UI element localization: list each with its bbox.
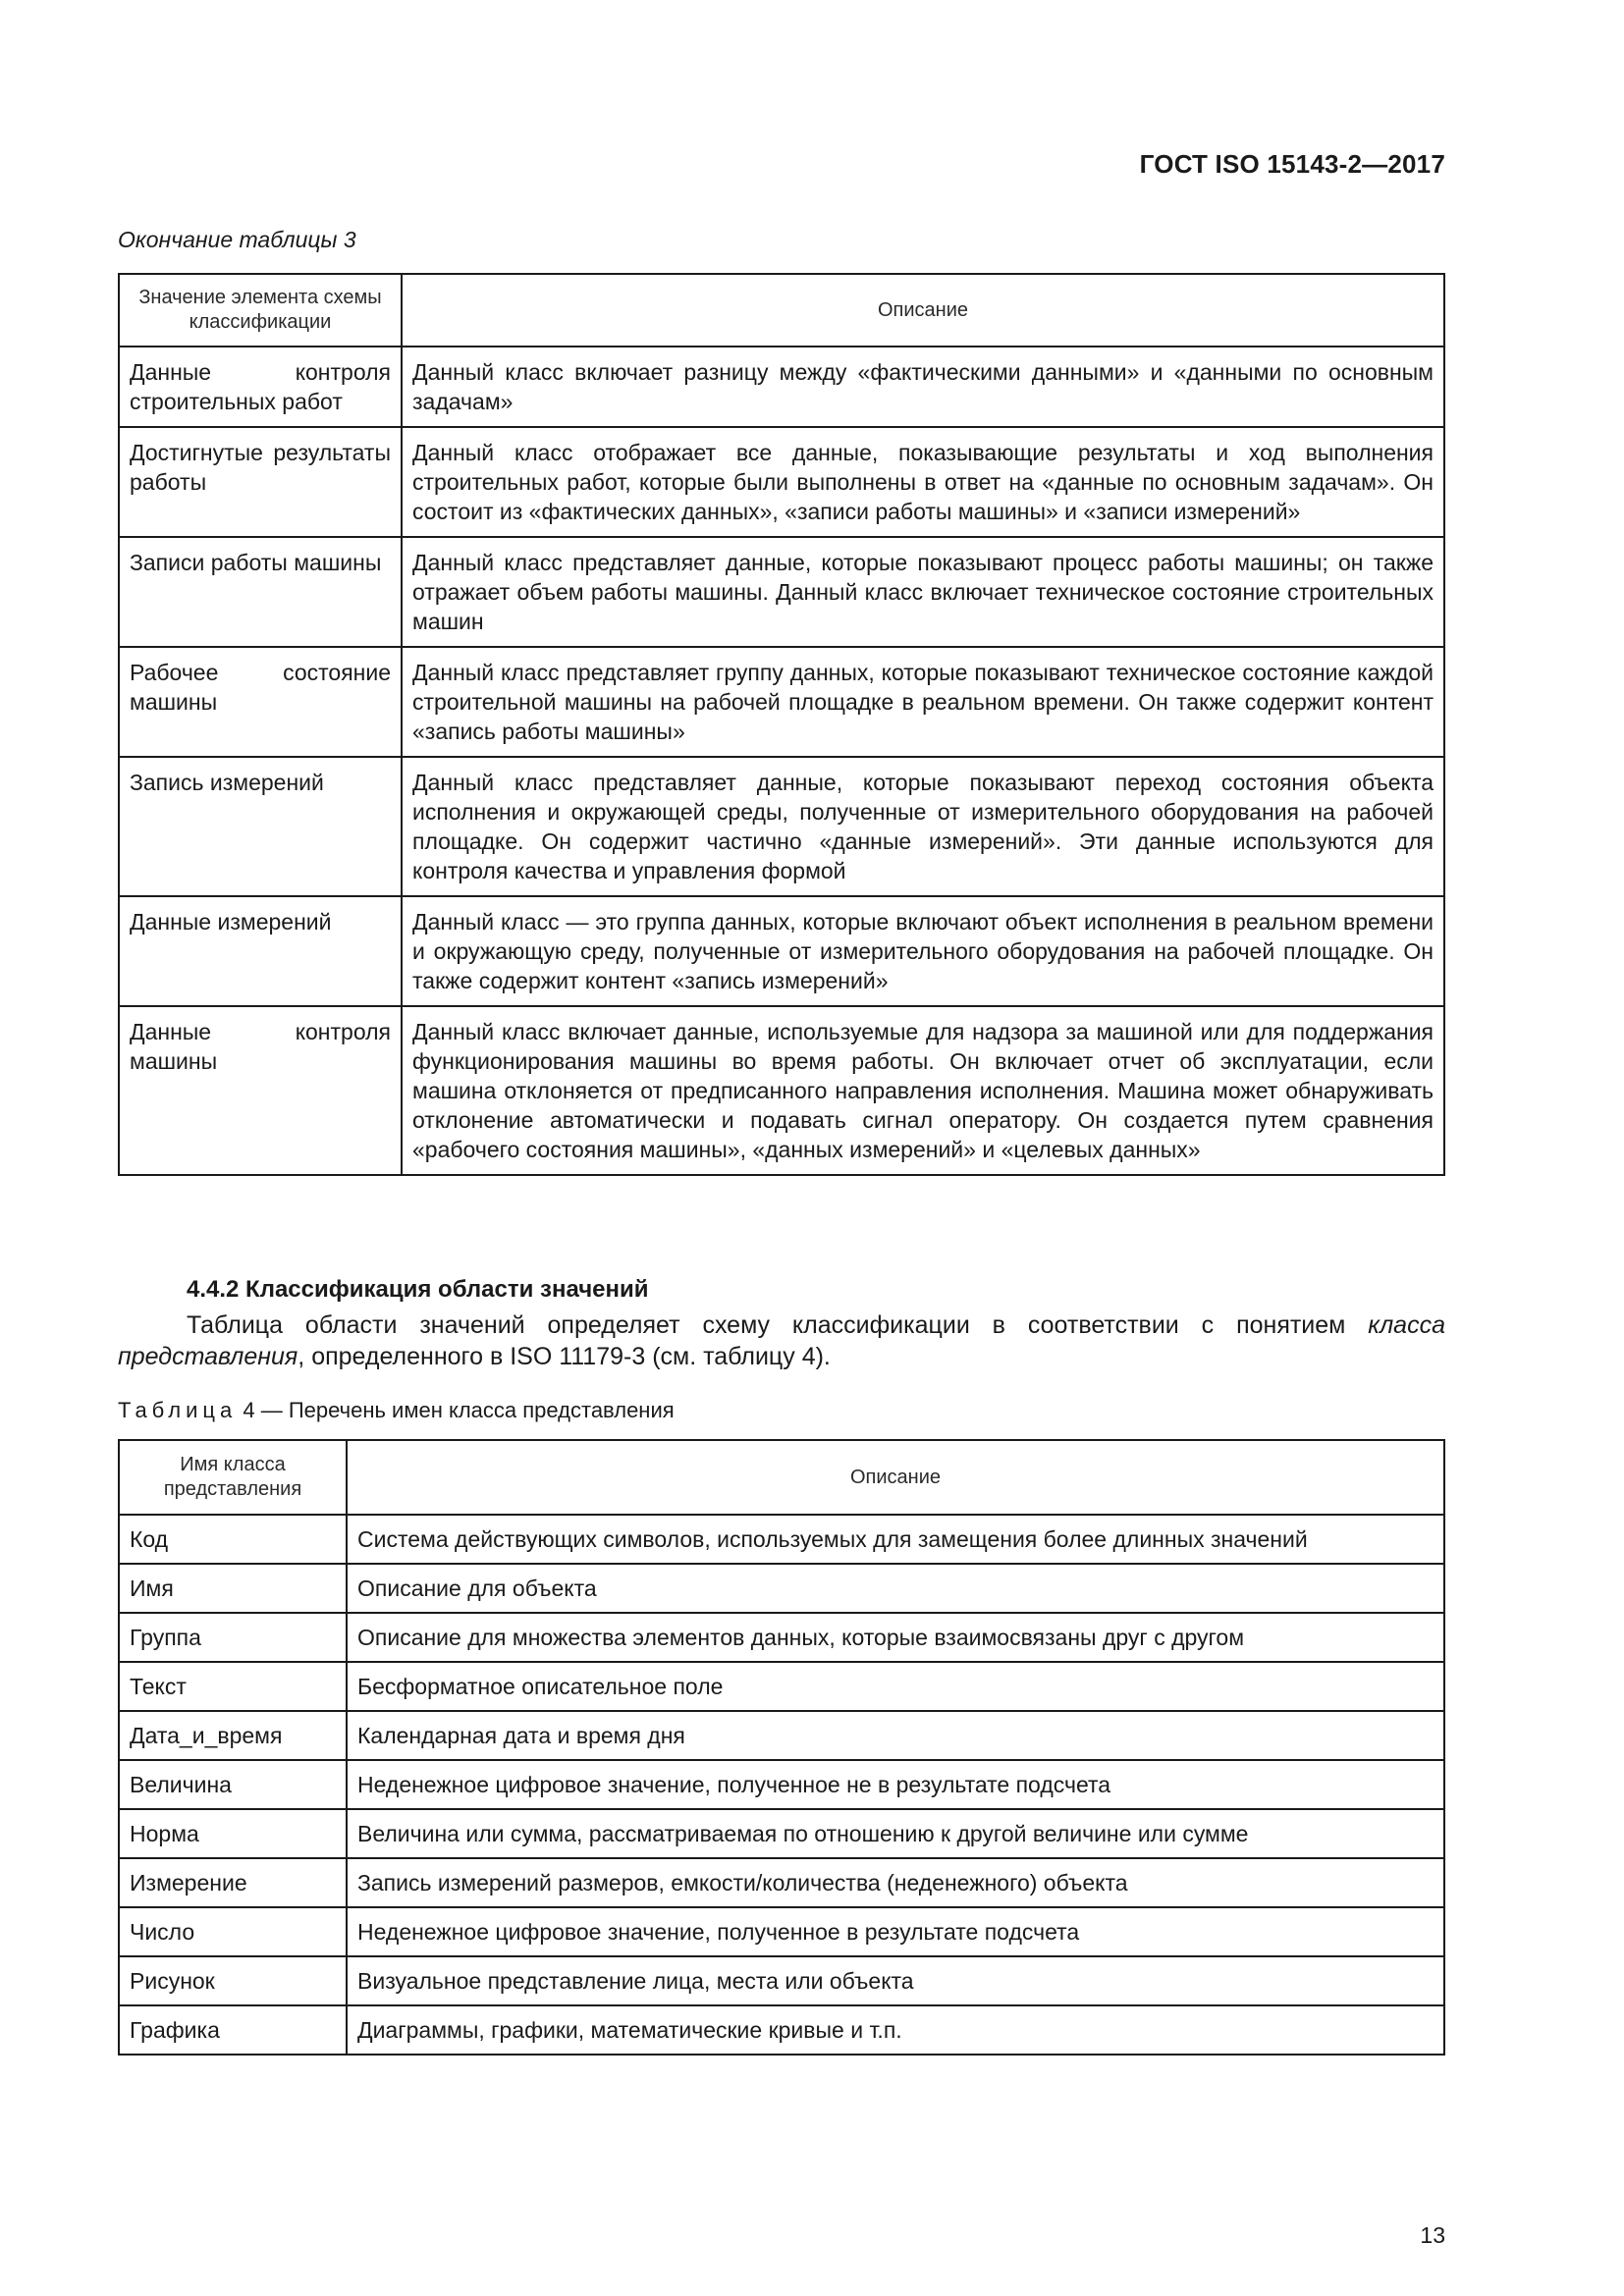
table-row xyxy=(119,1564,1444,1613)
class-name-cell: Текст xyxy=(119,1662,347,1711)
table-row xyxy=(119,1907,1444,1956)
element-value-cell: Данные контроля строительных работ xyxy=(119,347,402,427)
class-name-cell: Величина xyxy=(119,1760,347,1809)
table-row xyxy=(119,1760,1444,1809)
table-header-row xyxy=(119,274,1444,347)
description-cell: Система действующих символов, используемых для замещения более длинных значений xyxy=(347,1515,1444,1564)
description-cell: Описание для множества элементов данных, которые взаимосвязаны друг с другом xyxy=(347,1613,1444,1662)
paragraph-text-end: , определенного в ISO 11179-3 (см. таблицу 4). xyxy=(298,1343,831,1370)
description-cell: Календарная дата и время дня xyxy=(347,1711,1444,1760)
element-value-cell: Запись измерений xyxy=(119,757,402,896)
table-row xyxy=(119,1711,1444,1760)
description-cell: Данный класс представляет группу данных, которые показывают техническое состояние каждой строительной машины на рабочей площадке в реальном времени. Он также содержит контент «запись работы машины» xyxy=(402,647,1444,757)
table-row xyxy=(119,1515,1444,1564)
class-name-cell: Дата_и_время xyxy=(119,1711,347,1760)
description-cell: Неденежное цифровое значение, полученное не в результате подсчета xyxy=(347,1760,1444,1809)
class-name-cell: Код xyxy=(119,1515,347,1564)
element-value-cell: Данные измерений xyxy=(119,896,402,1006)
description-cell: Диаграммы, графики, математические кривые и т.п. xyxy=(347,2005,1444,2055)
class-name-cell: Измерение xyxy=(119,1858,347,1907)
description-cell: Бесформатное описательное поле xyxy=(347,1662,1444,1711)
table-row xyxy=(119,427,1444,537)
description-cell: Неденежное цифровое значение, полученное в результате подсчета xyxy=(347,1907,1444,1956)
table3-caption: Окончание таблицы 3 xyxy=(118,227,356,252)
table-row xyxy=(119,347,1444,427)
description-cell: Данный класс включает данные, используемые для надзора за машиной или для поддержания функционирования машины во время работы. Он включает отчет об эксплуатации, если машина отклоняется от предписанного направления исполнения. Машина может обнаруживать отклонение автоматически и подавать сигнал оператору. Он создается путем сравнения «рабочего состояния машины», «данных измерений» и «целевых данных» xyxy=(402,1006,1444,1175)
table-row xyxy=(119,1662,1444,1711)
table4-caption xyxy=(118,1398,675,1423)
table-row xyxy=(119,1809,1444,1858)
column-header-description: Описание xyxy=(402,274,1444,347)
table-row xyxy=(119,2005,1444,2055)
description-cell: Данный класс отображает все данные, показывающие результаты и ход выполнения строительных работ, которые были выполнены в ответ на «данные по основным задачам». Он состоит из «фактических данных», «записи работы машины» и «записи измерений» xyxy=(402,427,1444,537)
table-row xyxy=(119,757,1444,896)
section-heading: 4.4.2 Классификация области значений xyxy=(187,1276,649,1303)
class-name-cell: Группа xyxy=(119,1613,347,1662)
element-value-cell: Достигнутые результаты работы xyxy=(119,427,402,537)
table4-caption-title: 4 — Перечень имен класса представления xyxy=(237,1398,675,1422)
column-header-description: Описание xyxy=(347,1440,1444,1515)
description-cell: Визуальное представление лица, места или объекта xyxy=(347,1956,1444,2005)
class-name-cell: Рисунок xyxy=(119,1956,347,2005)
table-row xyxy=(119,1956,1444,2005)
table-row xyxy=(119,537,1444,647)
table-3 xyxy=(118,273,1445,1176)
class-name-cell: Графика xyxy=(119,2005,347,2055)
class-name-cell: Имя xyxy=(119,1564,347,1613)
table-row xyxy=(119,896,1444,1006)
column-header-element-value: Значение элемента схемы классификации xyxy=(119,274,402,347)
table4-caption-label: Таблица xyxy=(118,1398,238,1422)
description-cell: Данный класс представляет данные, которые показывают процесс работы машины; он также отражает объем работы машины. Данный класс включает техническое состояние строительных машин xyxy=(402,537,1444,647)
table-row xyxy=(119,1006,1444,1175)
paragraph-text: Таблица области значений определяет схему классификации в соответствии с понятием xyxy=(187,1311,1369,1339)
element-value-cell: Записи работы машины xyxy=(119,537,402,647)
description-cell: Запись измерений размеров, емкости/количества (неденежного) объекта xyxy=(347,1858,1444,1907)
description-cell: Данный класс включает разницу между «фактическими данными» и «данными по основным задачам» xyxy=(402,347,1444,427)
class-name-cell: Норма xyxy=(119,1809,347,1858)
section-paragraph xyxy=(118,1309,1445,1372)
description-cell: Данный класс — это группа данных, которые включают объект исполнения в реальном времени и окружающую среду, полученные от измерительного оборудования на рабочей площадке. Он также содержит контент «запись измерений» xyxy=(402,896,1444,1006)
description-cell: Величина или сумма, рассматриваемая по отношению к другой величине или сумме xyxy=(347,1809,1444,1858)
table-4 xyxy=(118,1439,1445,2056)
element-value-cell: Рабочее состояние машины xyxy=(119,647,402,757)
document-code: ГОСТ ISO 15143-2—2017 xyxy=(1139,149,1445,179)
description-cell: Данный класс представляет данные, которые показывают переход состояния объекта исполнения и окружающей среды, полученные от измерительного оборудования на рабочей площадке. Он содержит частично «данные измерений». Эти данные используются для контроля качества и управления формой xyxy=(402,757,1444,896)
element-value-cell: Данные контроля машины xyxy=(119,1006,402,1175)
table-row xyxy=(119,1858,1444,1907)
table-row xyxy=(119,1613,1444,1662)
class-name-cell: Число xyxy=(119,1907,347,1956)
table-row xyxy=(119,647,1444,757)
column-header-class-name: Имя класса представления xyxy=(119,1440,347,1515)
description-cell: Описание для объекта xyxy=(347,1564,1444,1613)
table-header-row xyxy=(119,1440,1444,1515)
paragraph-italic-term: класса представления xyxy=(118,1311,1445,1370)
page-number: 13 xyxy=(1420,2222,1445,2248)
